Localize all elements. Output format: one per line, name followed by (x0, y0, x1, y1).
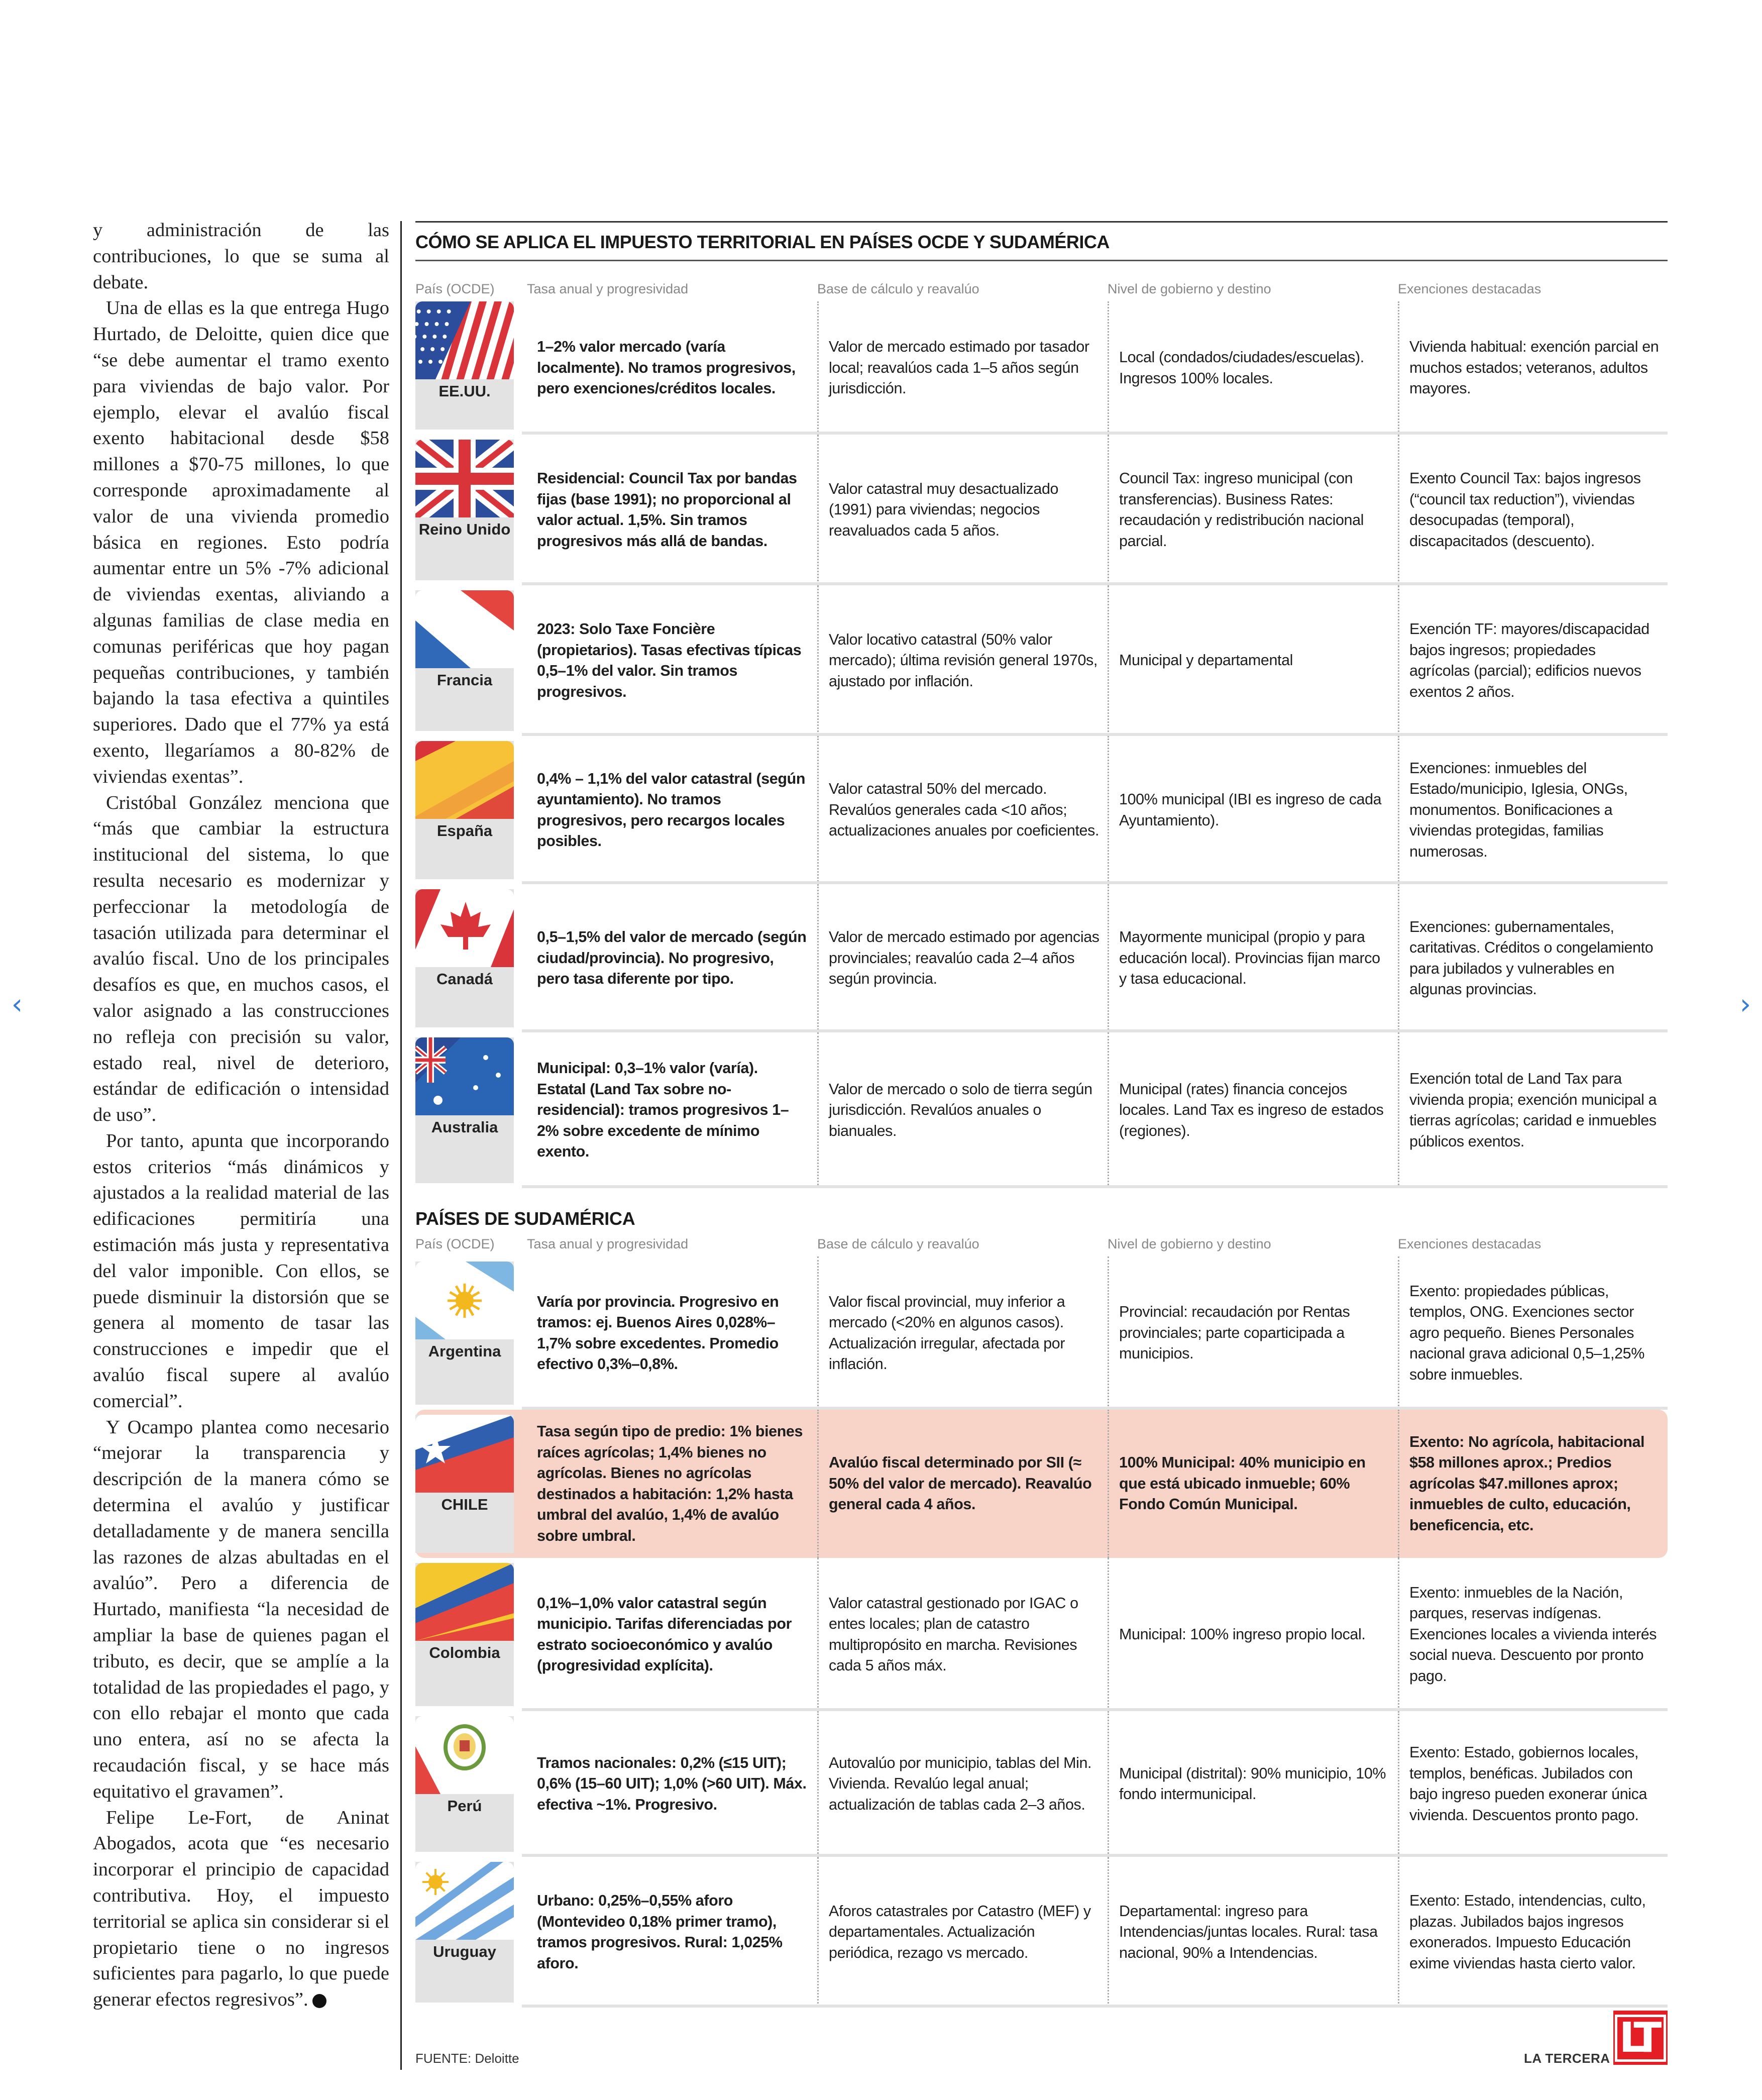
rate-cell: 1–2% valor mercado (varía localmente). No tramos progresivos, pero exenciones/créditos locales. (537, 338, 796, 397)
rate-cell: 0,5–1,5% del valor de mercado (según ciudad/provincia). No progresivo, pero tasa diferente por tipo. (537, 928, 807, 988)
country-flag-icon (415, 741, 514, 819)
header-country: País (OCDE) (415, 1236, 495, 1251)
country-flag-icon (415, 301, 514, 379)
table-row (415, 301, 1668, 435)
country-cell (415, 1857, 527, 2008)
level-cell: Municipal y departamental (1108, 585, 1398, 736)
country-name: Argentina (428, 1342, 501, 1360)
base-cell: Valor catastral muy desactualizado (1991) para viviendas; negocios reavaluados cada 5 años. (817, 435, 1108, 585)
infographic-title: CÓMO SE APLICA EL IMPUESTO TERRITORIAL EN PAÍSES OCDE Y SUDAMÉRICA (415, 232, 1110, 252)
article-paragraph: Cristóbal González menciona que “más que cambiar la estructura institucional del sistema, lo que resulta necesario es modernizar y perfeccionar la metodología de tasación utilizada para determinar el avalúo fiscal. Uno de los principales desafíos es que, en muchos casos, el valor asignado a las construcciones no refleja con precisión su valor, estado real, nivel de deterioro, estándar de edificación o intensidad de uso”. (93, 792, 389, 1126)
base-cell: Autovalúo por municipio, tablas del Min. Vivienda. Revalúo legal anual; actualización de tablas cada 2–3 años. (817, 1711, 1108, 1857)
table-row (415, 435, 1668, 585)
country-name: Francia (436, 671, 493, 689)
country-cell (415, 1711, 527, 1857)
article-paragraph-text: Felipe Le-Fort, de Aninat Abogados, acota que “es necesario incorporar el principio de capacidad contributiva. Hoy, el impuesto territorial se aplica sin considerar si el propietario tiene o no ingresos suficientes para pagarlo, lo que puede generar efectos regresivos”. (93, 1807, 389, 2011)
rate-cell: Varía por provincia. Progresivo en tramos: ej. Buenos Aires 0,028%–1,7% sobre excedentes. Promedio efectivo 0,3%–0,8%. (537, 1293, 779, 1373)
country-flag-icon (415, 1037, 514, 1115)
table-row (415, 1032, 1668, 1188)
country-cell (415, 1410, 527, 1558)
sudamerica-table (415, 1256, 1668, 2008)
base-cell: Valor locativo catastral (50% valor mercado); última revisión general 1970s, ajustado por inflación. (817, 585, 1108, 736)
previous-page-arrow-icon[interactable]: ‹ (11, 988, 23, 1021)
country-name: Reino Unido (418, 520, 511, 538)
source-note: FUENTE: Deloitte (415, 2051, 519, 2066)
country-name: Perú (447, 1797, 482, 1815)
country-name: Uruguay (433, 1943, 496, 1960)
header-level: Nivel de gobierno y destino (1108, 281, 1271, 296)
level-cell: 100% municipal (IBI es ingreso de cada Ayuntamiento). (1108, 736, 1398, 884)
country-flag-icon (415, 1563, 514, 1641)
ocde-table (415, 301, 1668, 1188)
country-cell (415, 301, 527, 435)
base-cell: Valor de mercado estimado por tasador local; reavalúos cada 1–5 años según jurisdicción. (817, 301, 1108, 435)
table-row (415, 1256, 1668, 1410)
exemptions-cell: Exención total de Land Tax para vivienda propia; exención municipal a tierras agrícolas; caridad e inmuebles públicos exentos. (1398, 1032, 1668, 1188)
header-rate: Tasa anual y progresividad (527, 281, 689, 296)
rate-cell: 2023: Solo Taxe Foncière (propietarios). Tasas efectivas típicas 0,5–1% del valor. Sin tramos progresivos. (537, 620, 802, 700)
header-base: Base de cálculo y reavalúo (817, 281, 979, 296)
exemptions-cell: Exento: No agrícola, habitacional $58 millones aprox.; Predios agrícolas $47.millones aprox; inmuebles de culto, educación, beneficencia, etc. (1398, 1410, 1668, 1558)
level-cell: Mayormente municipal (propio y para educación local). Provincias fijan marco y tasa educacional. (1108, 884, 1398, 1032)
base-cell: Valor catastral 50% del mercado. Revalúos generales cada <10 años; actualizaciones anuales por coeficientes. (817, 736, 1108, 884)
country-name: España (436, 822, 493, 839)
end-mark-icon (312, 1994, 326, 2008)
country-flag-icon (415, 889, 514, 967)
table-row (415, 1857, 1668, 2008)
base-cell: Aforos catastrales por Catastro (MEF) y departamentales. Actualización periódica, rezago vs mercado. (817, 1857, 1108, 2008)
table-row (415, 736, 1668, 884)
level-cell: Local (condados/ciudades/escuelas). Ingresos 100% locales. (1108, 301, 1398, 435)
table-row (415, 884, 1668, 1032)
rate-cell: Municipal: 0,3–1% valor (varía). Estatal (Land Tax sobre no-residencial): tramos progresivos 1–2% sobre excedente de mínimo exento. (537, 1060, 789, 1161)
exemptions-cell: Exento Council Tax: bajos ingresos (“council tax reduction”), viviendas desocupadas (temporal), discapacitados (descuento). (1398, 435, 1668, 585)
la-tercera-logo (1613, 2011, 1668, 2065)
table-header-sudamerica (415, 1231, 1668, 1256)
country-flag-icon (415, 440, 514, 517)
country-flag-icon (415, 590, 514, 668)
rate-cell: Tasa según tipo de predio: 1% bienes raíces agrícolas; 1,4% bienes no agrícolas. Bienes no agrícolas destinados a habitación: 1,2% hasta umbral del avalúo, 1,4% de avalúo sobre umbral. (537, 1423, 803, 1544)
base-cell: Valor catastral gestionado por IGAC o entes locales; plan de catastro multipropósito en marcha. Revisiones cada 5 años máx. (817, 1558, 1108, 1711)
exemptions-cell: Exenciones: gubernamentales, caritativas. Créditos o congelamiento para jubilados y vulnerables en algunas provincias. (1398, 884, 1668, 1032)
country-cell (415, 1256, 527, 1410)
level-cell: Provincial: recaudación por Rentas provinciales; parte coparticipada a municipios. (1108, 1256, 1398, 1410)
rate-cell: Tramos nacionales: 0,2% (≤15 UIT); 0,6% (15–60 UIT); 1,0% (>60 UIT). Máx. efectiva ~1%. Progresivo. (537, 1754, 807, 1813)
table-row (415, 1711, 1668, 1857)
base-cell: Avalúo fiscal determinado por SII (≈ 50% del valor de mercado). Reavalúo general cada 4 años. (817, 1410, 1108, 1558)
article-paragraph-last (93, 1805, 389, 2013)
country-name: CHILE (441, 1496, 488, 1513)
infographic (415, 221, 1668, 2008)
header-exemptions: Exenciones destacadas (1398, 1236, 1541, 1251)
country-name: Colombia (429, 1644, 500, 1661)
table-header-ocde (415, 276, 1668, 301)
country-cell (415, 585, 527, 736)
row-separator (522, 2005, 1668, 2008)
column-divider (400, 221, 402, 2070)
article-paragraph: Por tanto, apunta que incorporando estos criterios “más dinámicos y ajustados a la realidad material de las edificaciones permitiría una estimación más justa y representativa del valor imponible. Con ellos, se puede disminuir la distorsión que se genera al momento de tasar las construcciones e impedir que el avalúo fiscal supere al avalúo comercial”. (93, 1130, 389, 1412)
table-row (415, 585, 1668, 736)
country-cell (415, 736, 527, 884)
country-cell (415, 1032, 527, 1188)
exemptions-cell: Exento: propiedades públicas, templos, ONG. Exenciones sector agro pequeño. Bienes Personales nacional grava adicional 0,5–1,25% sobre inmuebles. (1398, 1256, 1668, 1410)
header-exemptions: Exenciones destacadas (1398, 281, 1541, 296)
country-name: Canadá (436, 970, 493, 988)
level-cell: Municipal (distrital): 90% municipio, 10% fondo intermunicipal. (1108, 1711, 1398, 1857)
base-cell: Valor de mercado o solo de tierra según jurisdicción. Revalúos anuales o bianuales. (817, 1032, 1108, 1188)
logo-text: LT (1615, 2015, 1667, 2062)
level-cell: 100% Municipal: 40% municipio en que está ubicado inmueble; 60% Fondo Común Municipal. (1108, 1410, 1398, 1558)
exemptions-cell: Vivienda habitual: exención parcial en muchos estados; veteranos, adultos mayores. (1398, 301, 1668, 435)
country-name: Australia (431, 1118, 498, 1136)
level-cell: Municipal (rates) financia concejos locales. Land Tax es ingreso de estados (regiones). (1108, 1032, 1398, 1188)
rate-cell: 0,1%–1,0% valor catastral según municipio. Tarifas diferenciadas por estrato socioeconómico y avalúo (progresividad explícita). (537, 1594, 792, 1674)
rate-cell: Urbano: 0,25%–0,55% aforo (Montevideo 0,18% primer tramo), tramos progresivos. Rural: 1,025% aforo. (537, 1892, 783, 1972)
exemptions-cell: Exento: inmuebles de la Nación, parques, reservas indígenas. Exenciones locales a vivienda interés social nueva. Descuento por pronto pago. (1398, 1558, 1668, 1711)
base-cell: Valor fiscal provincial, muy inferior a mercado (<20% en algunos casos). Actualización irregular, afectada por inflación. (817, 1256, 1108, 1410)
exemptions-cell: Exento: Estado, gobiernos locales, templos, benéficas. Jubilados con bajo ingreso pueden exonerar única vivienda. Descuentos pronto pago. (1398, 1711, 1668, 1857)
header-country: País (OCDE) (415, 281, 495, 296)
country-cell (415, 1558, 527, 1711)
table-row (415, 1410, 1668, 1558)
country-cell (415, 435, 527, 585)
country-flag-icon (415, 1862, 514, 1940)
title-rule (415, 260, 1668, 261)
country-flag-icon (415, 1415, 514, 1493)
publisher-credit: LA TERCERA (1524, 2051, 1610, 2066)
rate-cell: 0,4% – 1,1% del valor catastral (según ayuntamiento). No tramos progresivos, pero recargos locales posibles. (537, 770, 806, 850)
header-base: Base de cálculo y reavalúo (817, 1236, 979, 1251)
next-page-arrow-icon[interactable]: › (1739, 988, 1751, 1021)
article-paragraph: Y Ocampo plantea como necesario “mejorar la transparencia y descripción de la manera cómo se determina el avalúo y justificar detalladamente y de manera sencilla las razones de alzas abultadas en el avalúo”. Pero a diferencia de Hurtado, manifiesta “la necesidad de ampliar la base de quienes pagan el tributo, es decir, que se amplíe a la totalidad de las propiedades el pago, y con ello rebajar el monto que cada uno entera, así no se afecta la recaudación fiscal, y se hace más equitativo el gravamen”. (93, 1416, 389, 1802)
article-paragraph: y administración de las contribuciones, lo que se suma al debate. (93, 220, 389, 293)
table-row (415, 1558, 1668, 1711)
exemptions-cell: Exención TF: mayores/discapacidad bajos ingresos; propiedades agrícolas (parcial); edificios nuevos exentos 2 años. (1398, 585, 1668, 736)
country-flag-icon (415, 1716, 514, 1794)
header-level: Nivel de gobierno y destino (1108, 1236, 1271, 1251)
country-name: EE.UU. (438, 382, 491, 400)
exemptions-cell: Exenciones: inmuebles del Estado/municipio, Iglesia, ONGs, monumentos. Bonificaciones a viviendas protegidas, familias numerosas. (1398, 736, 1668, 884)
exemptions-cell: Exento: Estado, intendencias, culto, plazas. Jubilados bajos ingresos exonerados. Impuesto Educación exime viviendas hasta cierto valor. (1398, 1857, 1668, 2008)
level-cell: Council Tax: ingreso municipal (con transferencias). Business Rates: recaudación y redistribución nacional parcial. (1108, 435, 1398, 585)
row-separator (522, 1185, 1668, 1188)
article-column (93, 218, 389, 2013)
header-rate: Tasa anual y progresividad (527, 1236, 689, 1251)
section-title-sudamerica: PAÍSES DE SUDAMÉRICA (415, 1208, 635, 1229)
article-paragraph: Una de ellas es la que entrega Hugo Hurtado, de Deloitte, quien dice que “se debe aumentar el tramo exento para viviendas de bajo valor. Por ejemplo, elevar el avalúo fiscal exento habitacional desde $58 millones a $70-75 millones, lo que corresponde aproximadamente al valor de una vivienda promedio básica en regiones. Esto podría aumentar entre un 5% -7% adicional de viviendas exentas, aliviando a algunas familias de clase media en comunas periféricas que hoy pagan pequeñas contribuciones, y también bajando la tasa efectiva a quintiles superiores. Dado que el 77% ya está exento, llegaríamos a 80-82% de viviendas exentas”. (93, 297, 389, 787)
rate-cell: Residencial: Council Tax por bandas fijas (base 1991); no proporcional al valor actual. 1,5%. Sin tramos progresivos más allá de bandas. (537, 470, 797, 550)
base-cell: Valor de mercado estimado por agencias provinciales; reavalúo cada 2–4 años según provincia. (817, 884, 1108, 1032)
level-cell: Municipal: 100% ingreso propio local. (1108, 1558, 1398, 1711)
level-cell: Departamental: ingreso para Intendencias/juntas locales. Rural: tasa nacional, 90% a Intendencias. (1108, 1857, 1398, 2008)
country-cell (415, 884, 527, 1032)
country-flag-icon (415, 1262, 514, 1339)
